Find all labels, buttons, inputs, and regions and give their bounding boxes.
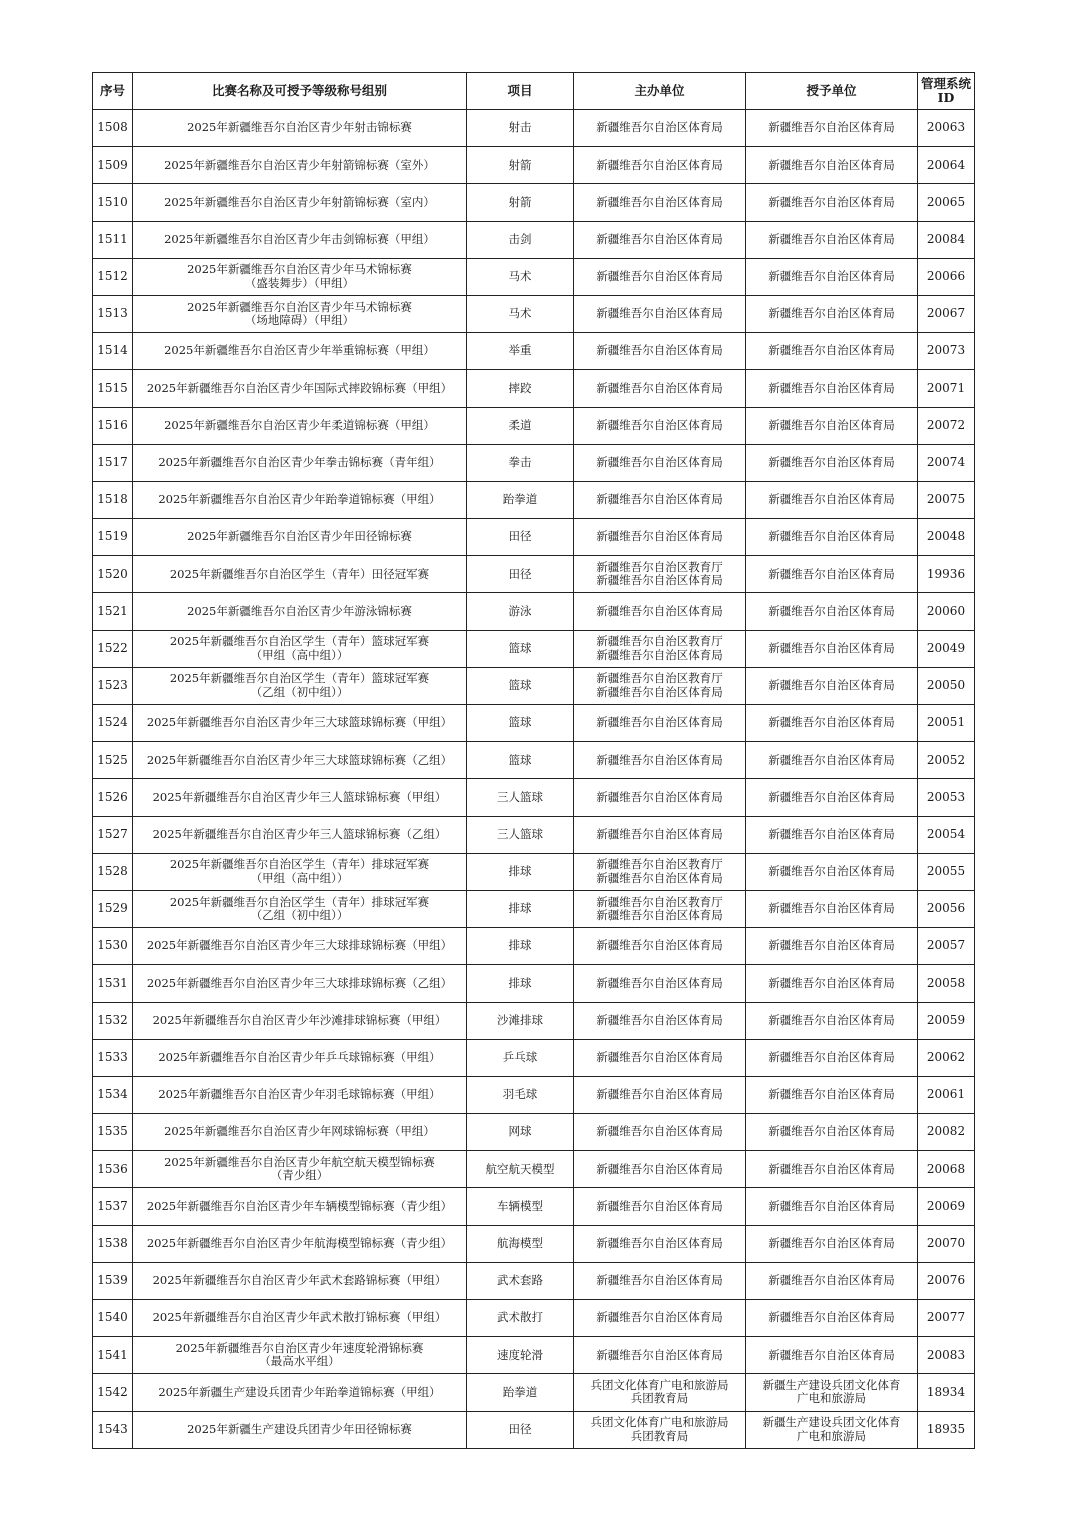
cell-host-unit: 新疆维吾尔自治区体育局 — [574, 444, 746, 481]
cell-competition-name: 2025年新疆维吾尔自治区学生（青年）篮球冠军赛 （乙组（初中组）） — [133, 667, 467, 704]
cell-granting-unit: 新疆维吾尔自治区体育局 — [746, 816, 918, 853]
cell-seq: 1528 — [93, 853, 133, 890]
table-row — [93, 779, 975, 816]
cell-seq: 1519 — [93, 519, 133, 556]
cell-granting-unit: 新疆维吾尔自治区体育局 — [746, 667, 918, 704]
cell-host-unit: 新疆维吾尔自治区体育局 — [574, 705, 746, 742]
cell-system-id: 20060 — [918, 593, 975, 630]
cell-seq: 1541 — [93, 1337, 133, 1374]
table-row — [93, 1002, 975, 1039]
cell-competition-name: 2025年新疆维吾尔自治区青少年三人篮球锦标赛（甲组） — [133, 779, 467, 816]
cell-competition-name: 2025年新疆维吾尔自治区青少年跆拳道锦标赛（甲组） — [133, 481, 467, 518]
table-row — [93, 370, 975, 407]
cell-host-unit: 兵团文化体育广电和旅游局 兵团教育局 — [574, 1374, 746, 1411]
cell-competition-name: 2025年新疆维吾尔自治区青少年马术锦标赛 （场地障碍）（甲组） — [133, 295, 467, 332]
cell-system-id: 20071 — [918, 370, 975, 407]
competition-table — [92, 72, 975, 1449]
cell-host-unit: 新疆维吾尔自治区教育厅 新疆维吾尔自治区体育局 — [574, 667, 746, 704]
cell-system-id: 20084 — [918, 221, 975, 258]
cell-competition-name: 2025年新疆维吾尔自治区青少年航空航天模型锦标赛 （青少组） — [133, 1151, 467, 1188]
cell-host-unit: 新疆维吾尔自治区体育局 — [574, 519, 746, 556]
cell-seq: 1517 — [93, 444, 133, 481]
cell-seq: 1535 — [93, 1114, 133, 1151]
cell-granting-unit: 新疆维吾尔自治区体育局 — [746, 1151, 918, 1188]
table-row — [93, 110, 975, 147]
cell-seq: 1523 — [93, 667, 133, 704]
table-row — [93, 1076, 975, 1113]
cell-sport: 篮球 — [467, 630, 574, 667]
cell-seq: 1520 — [93, 556, 133, 593]
cell-granting-unit: 新疆维吾尔自治区体育局 — [746, 258, 918, 295]
cell-granting-unit: 新疆维吾尔自治区体育局 — [746, 630, 918, 667]
cell-sport: 击剑 — [467, 221, 574, 258]
cell-seq: 1525 — [93, 742, 133, 779]
table-row — [93, 258, 975, 295]
cell-seq: 1512 — [93, 258, 133, 295]
cell-competition-name: 2025年新疆维吾尔自治区青少年速度轮滑锦标赛 （最高水平组） — [133, 1337, 467, 1374]
cell-granting-unit: 新疆维吾尔自治区体育局 — [746, 147, 918, 184]
cell-system-id: 20055 — [918, 853, 975, 890]
cell-granting-unit: 新疆维吾尔自治区体育局 — [746, 184, 918, 221]
cell-granting-unit: 新疆维吾尔自治区体育局 — [746, 333, 918, 370]
cell-seq: 1536 — [93, 1151, 133, 1188]
cell-sport: 摔跤 — [467, 370, 574, 407]
cell-granting-unit: 新疆维吾尔自治区体育局 — [746, 965, 918, 1002]
cell-system-id: 20077 — [918, 1300, 975, 1337]
table-row — [93, 1262, 975, 1299]
cell-seq: 1526 — [93, 779, 133, 816]
cell-seq: 1538 — [93, 1225, 133, 1262]
cell-granting-unit: 新疆维吾尔自治区体育局 — [746, 890, 918, 927]
cell-host-unit: 新疆维吾尔自治区体育局 — [574, 110, 746, 147]
cell-granting-unit: 新疆维吾尔自治区体育局 — [746, 1039, 918, 1076]
cell-host-unit: 新疆维吾尔自治区体育局 — [574, 1188, 746, 1225]
cell-host-unit: 新疆维吾尔自治区教育厅 新疆维吾尔自治区体育局 — [574, 556, 746, 593]
cell-competition-name: 2025年新疆维吾尔自治区青少年乒乓球锦标赛（甲组） — [133, 1039, 467, 1076]
cell-system-id: 20058 — [918, 965, 975, 1002]
table-row — [93, 593, 975, 630]
cell-sport: 田径 — [467, 1411, 574, 1448]
cell-system-id: 20068 — [918, 1151, 975, 1188]
cell-granting-unit: 新疆维吾尔自治区体育局 — [746, 1300, 918, 1337]
cell-competition-name: 2025年新疆维吾尔自治区青少年车辆模型锦标赛（青少组） — [133, 1188, 467, 1225]
table-body — [93, 110, 975, 1449]
cell-granting-unit: 新疆维吾尔自治区体育局 — [746, 556, 918, 593]
cell-seq: 1527 — [93, 816, 133, 853]
cell-system-id: 20066 — [918, 258, 975, 295]
table-row — [93, 630, 975, 667]
cell-sport: 游泳 — [467, 593, 574, 630]
cell-seq: 1522 — [93, 630, 133, 667]
cell-host-unit: 新疆维吾尔自治区体育局 — [574, 1262, 746, 1299]
cell-system-id: 20062 — [918, 1039, 975, 1076]
cell-system-id: 18935 — [918, 1411, 975, 1448]
cell-granting-unit: 新疆维吾尔自治区体育局 — [746, 295, 918, 332]
cell-host-unit: 新疆维吾尔自治区体育局 — [574, 1002, 746, 1039]
cell-host-unit: 新疆维吾尔自治区体育局 — [574, 295, 746, 332]
cell-host-unit: 新疆维吾尔自治区体育局 — [574, 928, 746, 965]
cell-sport: 柔道 — [467, 407, 574, 444]
table-row — [93, 1411, 975, 1448]
cell-competition-name: 2025年新疆维吾尔自治区青少年游泳锦标赛 — [133, 593, 467, 630]
cell-competition-name: 2025年新疆维吾尔自治区学生（青年）田径冠军赛 — [133, 556, 467, 593]
cell-system-id: 20074 — [918, 444, 975, 481]
table-row — [93, 965, 975, 1002]
table-row — [93, 481, 975, 518]
cell-host-unit: 新疆维吾尔自治区体育局 — [574, 965, 746, 1002]
cell-host-unit: 新疆维吾尔自治区体育局 — [574, 1225, 746, 1262]
cell-sport: 三人篮球 — [467, 816, 574, 853]
table-row — [93, 890, 975, 927]
cell-sport: 马术 — [467, 258, 574, 295]
table-row — [93, 295, 975, 332]
cell-host-unit: 新疆维吾尔自治区体育局 — [574, 147, 746, 184]
cell-granting-unit: 新疆维吾尔自治区体育局 — [746, 928, 918, 965]
cell-host-unit: 新疆维吾尔自治区体育局 — [574, 1300, 746, 1337]
cell-system-id: 20051 — [918, 705, 975, 742]
table-row — [93, 1039, 975, 1076]
cell-system-id: 20082 — [918, 1114, 975, 1151]
cell-granting-unit: 新疆维吾尔自治区体育局 — [746, 481, 918, 518]
header-host-unit: 主办单位 — [574, 73, 746, 110]
cell-seq: 1510 — [93, 184, 133, 221]
table-row — [93, 1188, 975, 1225]
cell-seq: 1539 — [93, 1262, 133, 1299]
table-row — [93, 147, 975, 184]
cell-sport: 射击 — [467, 110, 574, 147]
table-row — [93, 407, 975, 444]
cell-sport: 田径 — [467, 556, 574, 593]
cell-competition-name: 2025年新疆维吾尔自治区学生（青年）排球冠军赛 （乙组（初中组）） — [133, 890, 467, 927]
cell-sport: 网球 — [467, 1114, 574, 1151]
cell-competition-name: 2025年新疆维吾尔自治区青少年柔道锦标赛（甲组） — [133, 407, 467, 444]
cell-granting-unit: 新疆维吾尔自治区体育局 — [746, 1225, 918, 1262]
cell-seq: 1532 — [93, 1002, 133, 1039]
cell-system-id: 20075 — [918, 481, 975, 518]
cell-sport: 篮球 — [467, 667, 574, 704]
header-seq: 序号 — [93, 73, 133, 110]
cell-system-id: 20083 — [918, 1337, 975, 1374]
cell-sport: 乒乓球 — [467, 1039, 574, 1076]
cell-seq: 1516 — [93, 407, 133, 444]
cell-sport: 沙滩排球 — [467, 1002, 574, 1039]
cell-host-unit: 兵团文化体育广电和旅游局 兵团教育局 — [574, 1411, 746, 1448]
cell-competition-name: 2025年新疆维吾尔自治区青少年武术散打锦标赛（甲组） — [133, 1300, 467, 1337]
table-row — [93, 705, 975, 742]
table-row — [93, 816, 975, 853]
cell-host-unit: 新疆维吾尔自治区体育局 — [574, 1151, 746, 1188]
table-row — [93, 853, 975, 890]
cell-competition-name: 2025年新疆维吾尔自治区学生（青年）篮球冠军赛 （甲组（高中组）） — [133, 630, 467, 667]
header-competition-name: 比赛名称及可授予等级称号组别 — [133, 73, 467, 110]
cell-system-id: 20065 — [918, 184, 975, 221]
cell-host-unit: 新疆维吾尔自治区体育局 — [574, 333, 746, 370]
cell-granting-unit: 新疆维吾尔自治区体育局 — [746, 1337, 918, 1374]
cell-competition-name: 2025年新疆维吾尔自治区青少年三大球排球锦标赛（乙组） — [133, 965, 467, 1002]
cell-sport: 射箭 — [467, 147, 574, 184]
cell-host-unit: 新疆维吾尔自治区体育局 — [574, 221, 746, 258]
cell-sport: 射箭 — [467, 184, 574, 221]
cell-competition-name: 2025年新疆维吾尔自治区青少年田径锦标赛 — [133, 519, 467, 556]
cell-seq: 1533 — [93, 1039, 133, 1076]
table-row — [93, 184, 975, 221]
cell-host-unit: 新疆维吾尔自治区教育厅 新疆维吾尔自治区体育局 — [574, 890, 746, 927]
cell-system-id: 20048 — [918, 519, 975, 556]
cell-competition-name: 2025年新疆维吾尔自治区青少年国际式摔跤锦标赛（甲组） — [133, 370, 467, 407]
table-row — [93, 928, 975, 965]
cell-competition-name: 2025年新疆维吾尔自治区青少年三人篮球锦标赛（乙组） — [133, 816, 467, 853]
table-row — [93, 1374, 975, 1411]
cell-sport: 田径 — [467, 519, 574, 556]
cell-competition-name: 2025年新疆生产建设兵团青少年跆拳道锦标赛（甲组） — [133, 1374, 467, 1411]
cell-granting-unit: 新疆维吾尔自治区体育局 — [746, 593, 918, 630]
table-row — [93, 1300, 975, 1337]
cell-granting-unit: 新疆维吾尔自治区体育局 — [746, 444, 918, 481]
cell-competition-name: 2025年新疆维吾尔自治区青少年三大球排球锦标赛（甲组） — [133, 928, 467, 965]
cell-system-id: 20076 — [918, 1262, 975, 1299]
table-row — [93, 333, 975, 370]
table-row — [93, 1225, 975, 1262]
cell-system-id: 20057 — [918, 928, 975, 965]
cell-competition-name: 2025年新疆维吾尔自治区青少年射击锦标赛 — [133, 110, 467, 147]
cell-system-id: 20050 — [918, 667, 975, 704]
header-granting-unit: 授予单位 — [746, 73, 918, 110]
cell-sport: 航海模型 — [467, 1225, 574, 1262]
cell-system-id: 20063 — [918, 110, 975, 147]
cell-host-unit: 新疆维吾尔自治区体育局 — [574, 816, 746, 853]
cell-competition-name: 2025年新疆维吾尔自治区青少年举重锦标赛（甲组） — [133, 333, 467, 370]
cell-seq: 1509 — [93, 147, 133, 184]
cell-system-id: 20052 — [918, 742, 975, 779]
cell-granting-unit: 新疆维吾尔自治区体育局 — [746, 742, 918, 779]
cell-host-unit: 新疆维吾尔自治区教育厅 新疆维吾尔自治区体育局 — [574, 853, 746, 890]
cell-granting-unit: 新疆维吾尔自治区体育局 — [746, 110, 918, 147]
cell-system-id: 20069 — [918, 1188, 975, 1225]
cell-granting-unit: 新疆生产建设兵团文化体育 广电和旅游局 — [746, 1374, 918, 1411]
table-row — [93, 667, 975, 704]
cell-host-unit: 新疆维吾尔自治区体育局 — [574, 1039, 746, 1076]
cell-competition-name: 2025年新疆维吾尔自治区青少年沙滩排球锦标赛（甲组） — [133, 1002, 467, 1039]
cell-sport: 航空航天模型 — [467, 1151, 574, 1188]
cell-host-unit: 新疆维吾尔自治区体育局 — [574, 481, 746, 518]
cell-seq: 1529 — [93, 890, 133, 927]
cell-seq: 1530 — [93, 928, 133, 965]
cell-sport: 马术 — [467, 295, 574, 332]
cell-host-unit: 新疆维吾尔自治区体育局 — [574, 258, 746, 295]
cell-system-id: 20056 — [918, 890, 975, 927]
cell-competition-name: 2025年新疆维吾尔自治区学生（青年）排球冠军赛 （甲组（高中组）） — [133, 853, 467, 890]
cell-seq: 1542 — [93, 1374, 133, 1411]
cell-competition-name: 2025年新疆维吾尔自治区青少年航海模型锦标赛（青少组） — [133, 1225, 467, 1262]
cell-granting-unit: 新疆维吾尔自治区体育局 — [746, 519, 918, 556]
cell-seq: 1508 — [93, 110, 133, 147]
cell-granting-unit: 新疆维吾尔自治区体育局 — [746, 1188, 918, 1225]
table-row — [93, 1114, 975, 1151]
cell-seq: 1543 — [93, 1411, 133, 1448]
cell-granting-unit: 新疆生产建设兵团文化体育 广电和旅游局 — [746, 1411, 918, 1448]
cell-competition-name: 2025年新疆维吾尔自治区青少年羽毛球锦标赛（甲组） — [133, 1076, 467, 1113]
cell-granting-unit: 新疆维吾尔自治区体育局 — [746, 779, 918, 816]
cell-seq: 1515 — [93, 370, 133, 407]
cell-sport: 武术散打 — [467, 1300, 574, 1337]
cell-system-id: 19936 — [918, 556, 975, 593]
cell-sport: 羽毛球 — [467, 1076, 574, 1113]
cell-seq: 1537 — [93, 1188, 133, 1225]
cell-sport: 排球 — [467, 890, 574, 927]
cell-system-id: 20059 — [918, 1002, 975, 1039]
cell-host-unit: 新疆维吾尔自治区体育局 — [574, 1114, 746, 1151]
cell-competition-name: 2025年新疆维吾尔自治区青少年马术锦标赛 （盛装舞步）（甲组） — [133, 258, 467, 295]
cell-competition-name: 2025年新疆生产建设兵团青少年田径锦标赛 — [133, 1411, 467, 1448]
cell-granting-unit: 新疆维吾尔自治区体育局 — [746, 1114, 918, 1151]
table-row — [93, 519, 975, 556]
cell-sport: 车辆模型 — [467, 1188, 574, 1225]
header-sport: 项目 — [467, 73, 574, 110]
cell-system-id: 20072 — [918, 407, 975, 444]
cell-sport: 跆拳道 — [467, 1374, 574, 1411]
cell-competition-name: 2025年新疆维吾尔自治区青少年武术套路锦标赛（甲组） — [133, 1262, 467, 1299]
cell-system-id: 20073 — [918, 333, 975, 370]
cell-host-unit: 新疆维吾尔自治区体育局 — [574, 742, 746, 779]
cell-system-id: 20061 — [918, 1076, 975, 1113]
cell-competition-name: 2025年新疆维吾尔自治区青少年三大球篮球锦标赛（甲组） — [133, 705, 467, 742]
cell-sport: 篮球 — [467, 705, 574, 742]
cell-seq: 1540 — [93, 1300, 133, 1337]
cell-sport: 排球 — [467, 853, 574, 890]
header-system-id: 管理系统ID — [918, 73, 975, 110]
cell-competition-name: 2025年新疆维吾尔自治区青少年射箭锦标赛（室内） — [133, 184, 467, 221]
table-row — [93, 742, 975, 779]
cell-sport: 三人篮球 — [467, 779, 574, 816]
cell-granting-unit: 新疆维吾尔自治区体育局 — [746, 221, 918, 258]
cell-granting-unit: 新疆维吾尔自治区体育局 — [746, 1076, 918, 1113]
cell-seq: 1511 — [93, 221, 133, 258]
cell-seq: 1521 — [93, 593, 133, 630]
cell-sport: 篮球 — [467, 742, 574, 779]
cell-seq: 1513 — [93, 295, 133, 332]
cell-system-id: 20053 — [918, 779, 975, 816]
cell-seq: 1531 — [93, 965, 133, 1002]
cell-granting-unit: 新疆维吾尔自治区体育局 — [746, 370, 918, 407]
table-header-row — [93, 73, 975, 110]
cell-granting-unit: 新疆维吾尔自治区体育局 — [746, 407, 918, 444]
cell-granting-unit: 新疆维吾尔自治区体育局 — [746, 1262, 918, 1299]
cell-host-unit: 新疆维吾尔自治区体育局 — [574, 407, 746, 444]
cell-system-id: 18934 — [918, 1374, 975, 1411]
cell-host-unit: 新疆维吾尔自治区体育局 — [574, 184, 746, 221]
cell-sport: 速度轮滑 — [467, 1337, 574, 1374]
cell-competition-name: 2025年新疆维吾尔自治区青少年网球锦标赛（甲组） — [133, 1114, 467, 1151]
table-row — [93, 444, 975, 481]
table-row — [93, 556, 975, 593]
cell-host-unit: 新疆维吾尔自治区体育局 — [574, 370, 746, 407]
cell-system-id: 20049 — [918, 630, 975, 667]
cell-host-unit: 新疆维吾尔自治区教育厅 新疆维吾尔自治区体育局 — [574, 630, 746, 667]
cell-seq: 1524 — [93, 705, 133, 742]
cell-sport: 排球 — [467, 928, 574, 965]
cell-seq: 1534 — [93, 1076, 133, 1113]
cell-sport: 举重 — [467, 333, 574, 370]
table-row — [93, 1337, 975, 1374]
cell-system-id: 20070 — [918, 1225, 975, 1262]
cell-sport: 拳击 — [467, 444, 574, 481]
cell-competition-name: 2025年新疆维吾尔自治区青少年射箭锦标赛（室外） — [133, 147, 467, 184]
table-row — [93, 221, 975, 258]
cell-sport: 排球 — [467, 965, 574, 1002]
cell-sport: 武术套路 — [467, 1262, 574, 1299]
cell-granting-unit: 新疆维吾尔自治区体育局 — [746, 1002, 918, 1039]
cell-system-id: 20067 — [918, 295, 975, 332]
cell-host-unit: 新疆维吾尔自治区体育局 — [574, 779, 746, 816]
cell-competition-name: 2025年新疆维吾尔自治区青少年击剑锦标赛（甲组） — [133, 221, 467, 258]
cell-system-id: 20064 — [918, 147, 975, 184]
cell-sport: 跆拳道 — [467, 481, 574, 518]
table-row — [93, 1151, 975, 1188]
cell-system-id: 20054 — [918, 816, 975, 853]
cell-host-unit: 新疆维吾尔自治区体育局 — [574, 1076, 746, 1113]
cell-competition-name: 2025年新疆维吾尔自治区青少年三大球篮球锦标赛（乙组） — [133, 742, 467, 779]
cell-granting-unit: 新疆维吾尔自治区体育局 — [746, 853, 918, 890]
cell-seq: 1518 — [93, 481, 133, 518]
cell-host-unit: 新疆维吾尔自治区体育局 — [574, 1337, 746, 1374]
cell-host-unit: 新疆维吾尔自治区体育局 — [574, 593, 746, 630]
cell-seq: 1514 — [93, 333, 133, 370]
cell-granting-unit: 新疆维吾尔自治区体育局 — [746, 705, 918, 742]
cell-competition-name: 2025年新疆维吾尔自治区青少年拳击锦标赛（青年组） — [133, 444, 467, 481]
